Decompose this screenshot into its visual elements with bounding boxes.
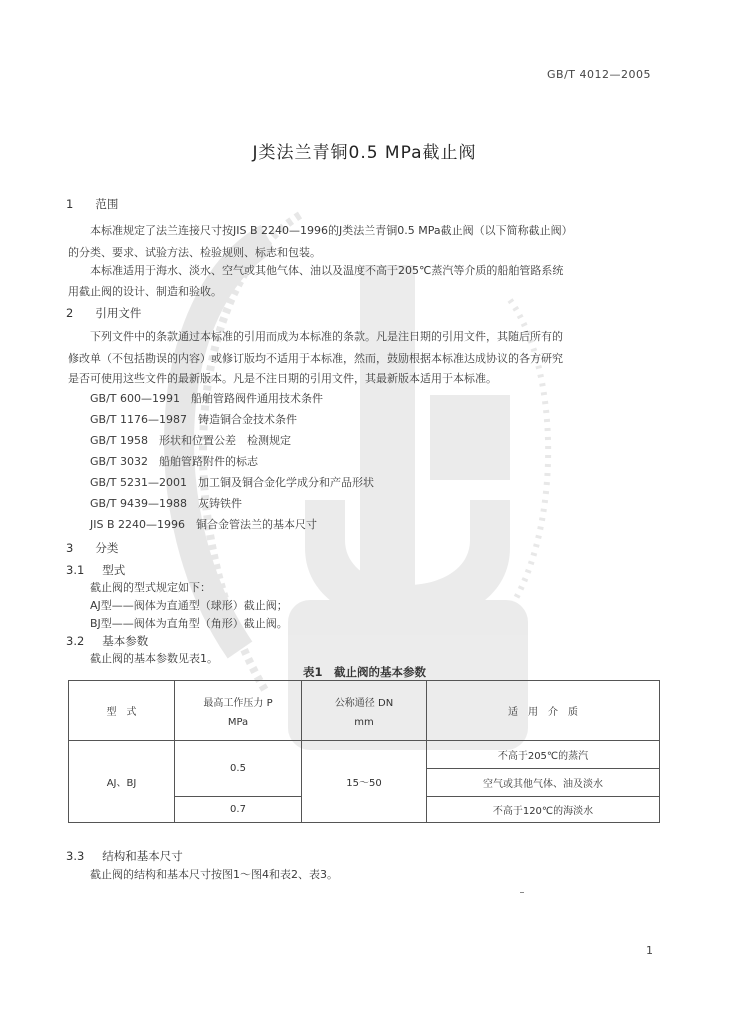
paragraph-line: 修改单（不包括勘误的内容）或修订版均不适用于本标准，然而，鼓励根据本标准达成协议的各方研究 (68, 352, 563, 365)
paragraph-line: 是否可使用这些文件的最新版本。凡是不注日期的引用文件，其最新版本适用于本标准。 (68, 372, 497, 385)
reference-item: GB/T 600—1991 船舶管路阀件通用技术条件 (90, 392, 323, 405)
subsection-3-2-heading (66, 633, 148, 649)
subsection-3-1-heading (66, 562, 125, 578)
subsection-3-3-heading (66, 848, 183, 864)
paragraph-line: 本标准适用于海水、淡水、空气或其他气体、油以及温度不高于205℃蒸汽等介质的船舶管路系统 (90, 264, 564, 277)
reference-item: JIS B 2240—1996 铜合金管法兰的基本尺寸 (90, 518, 317, 531)
basic-parameters-table (68, 680, 660, 823)
paragraph-line: 用截止阀的设计、制造和验收。 (68, 285, 222, 298)
section-number: 2 (66, 306, 74, 320)
header-pressure-unit: MPa (227, 716, 249, 728)
table-caption: 表1 截止阀的基本参数 (302, 665, 426, 679)
cell-dn: 15～50 (302, 741, 427, 823)
reference-item: GB/T 3032 船舶管路附件的标志 (90, 455, 258, 468)
page-number: 1 (646, 944, 653, 957)
reference-item: GB/T 5231—2001 加工铜及铜合金化学成分和产品形状 (90, 476, 374, 489)
header-medium: 适 用 介 质 (427, 681, 660, 741)
cell-medium: 空气或其他气体、油及淡水 (427, 769, 660, 797)
header-dn-unit: mm (354, 716, 374, 728)
section-1-heading (66, 196, 118, 212)
paragraph-line: 截止阀的结构和基本尺寸按图1～图4和表2、表3。 (90, 868, 338, 881)
paragraph-line: AJ型——阀体为直通型（球形）截止阀； (90, 599, 288, 612)
subsection-title: 结构和基本尺寸 (102, 849, 183, 863)
header-dn-label: 公称通径 DN (334, 697, 394, 709)
section-title: 引用文件 (95, 306, 142, 320)
section-number: 3 (66, 541, 74, 555)
paragraph-line: 截止阀的基本参数见表1。 (90, 652, 218, 665)
subsection-title: 型式 (102, 563, 126, 577)
cell-type: AJ、BJ (69, 741, 175, 823)
header-pressure-label: 最高工作压力 P (203, 697, 273, 709)
section-number: 1 (66, 197, 74, 211)
header-pressure (175, 681, 302, 741)
cell-medium: 不高于120℃的海淡水 (427, 797, 660, 823)
header-dn (302, 681, 427, 741)
reference-item: GB/T 9439—1988 灰铸铁件 (90, 497, 242, 510)
paragraph-line: 本标准规定了法兰连接尺寸按JIS B 2240—1996的J类法兰青铜0.5 MPa截止阀（以下简称截止阀） (90, 224, 573, 237)
document-title: J类法兰青铜0.5 MPa截止阀 (252, 143, 477, 163)
cell-pressure: 0.7 (175, 797, 302, 823)
reference-item: GB/T 1176—1987 铸造铜合金技术条件 (90, 413, 297, 426)
header-type: 型 式 (69, 681, 175, 741)
cell-medium: 不高于205℃的蒸汽 (427, 741, 660, 769)
cell-pressure: 0.5 (175, 741, 302, 797)
paragraph-line: BJ型——阀体为直角型（角形）截止阀。 (90, 617, 288, 630)
table-header-row (69, 681, 660, 741)
subsection-number: 3.3 (66, 849, 85, 863)
section-3-heading (66, 540, 118, 556)
subsection-number: 3.2 (66, 634, 85, 648)
scan-mark (520, 892, 524, 893)
section-2-heading (66, 305, 141, 321)
paragraph-line: 的分类、要求、试验方法、检验规则、标志和包装。 (68, 246, 321, 259)
standard-number: GB/T 4012—2005 (547, 68, 651, 81)
paragraph-line: 截止阀的型式规定如下： (90, 581, 211, 594)
subsection-title: 基本参数 (102, 634, 149, 648)
section-title: 分类 (95, 541, 119, 555)
section-title: 范围 (95, 197, 119, 211)
table-row (69, 741, 660, 769)
reference-item: GB/T 1958 形状和位置公差 检测规定 (90, 434, 291, 447)
subsection-number: 3.1 (66, 563, 85, 577)
paragraph-line: 下列文件中的条款通过本标准的引用而成为本标准的条款。凡是注日期的引用文件，其随后所有的 (90, 330, 563, 343)
